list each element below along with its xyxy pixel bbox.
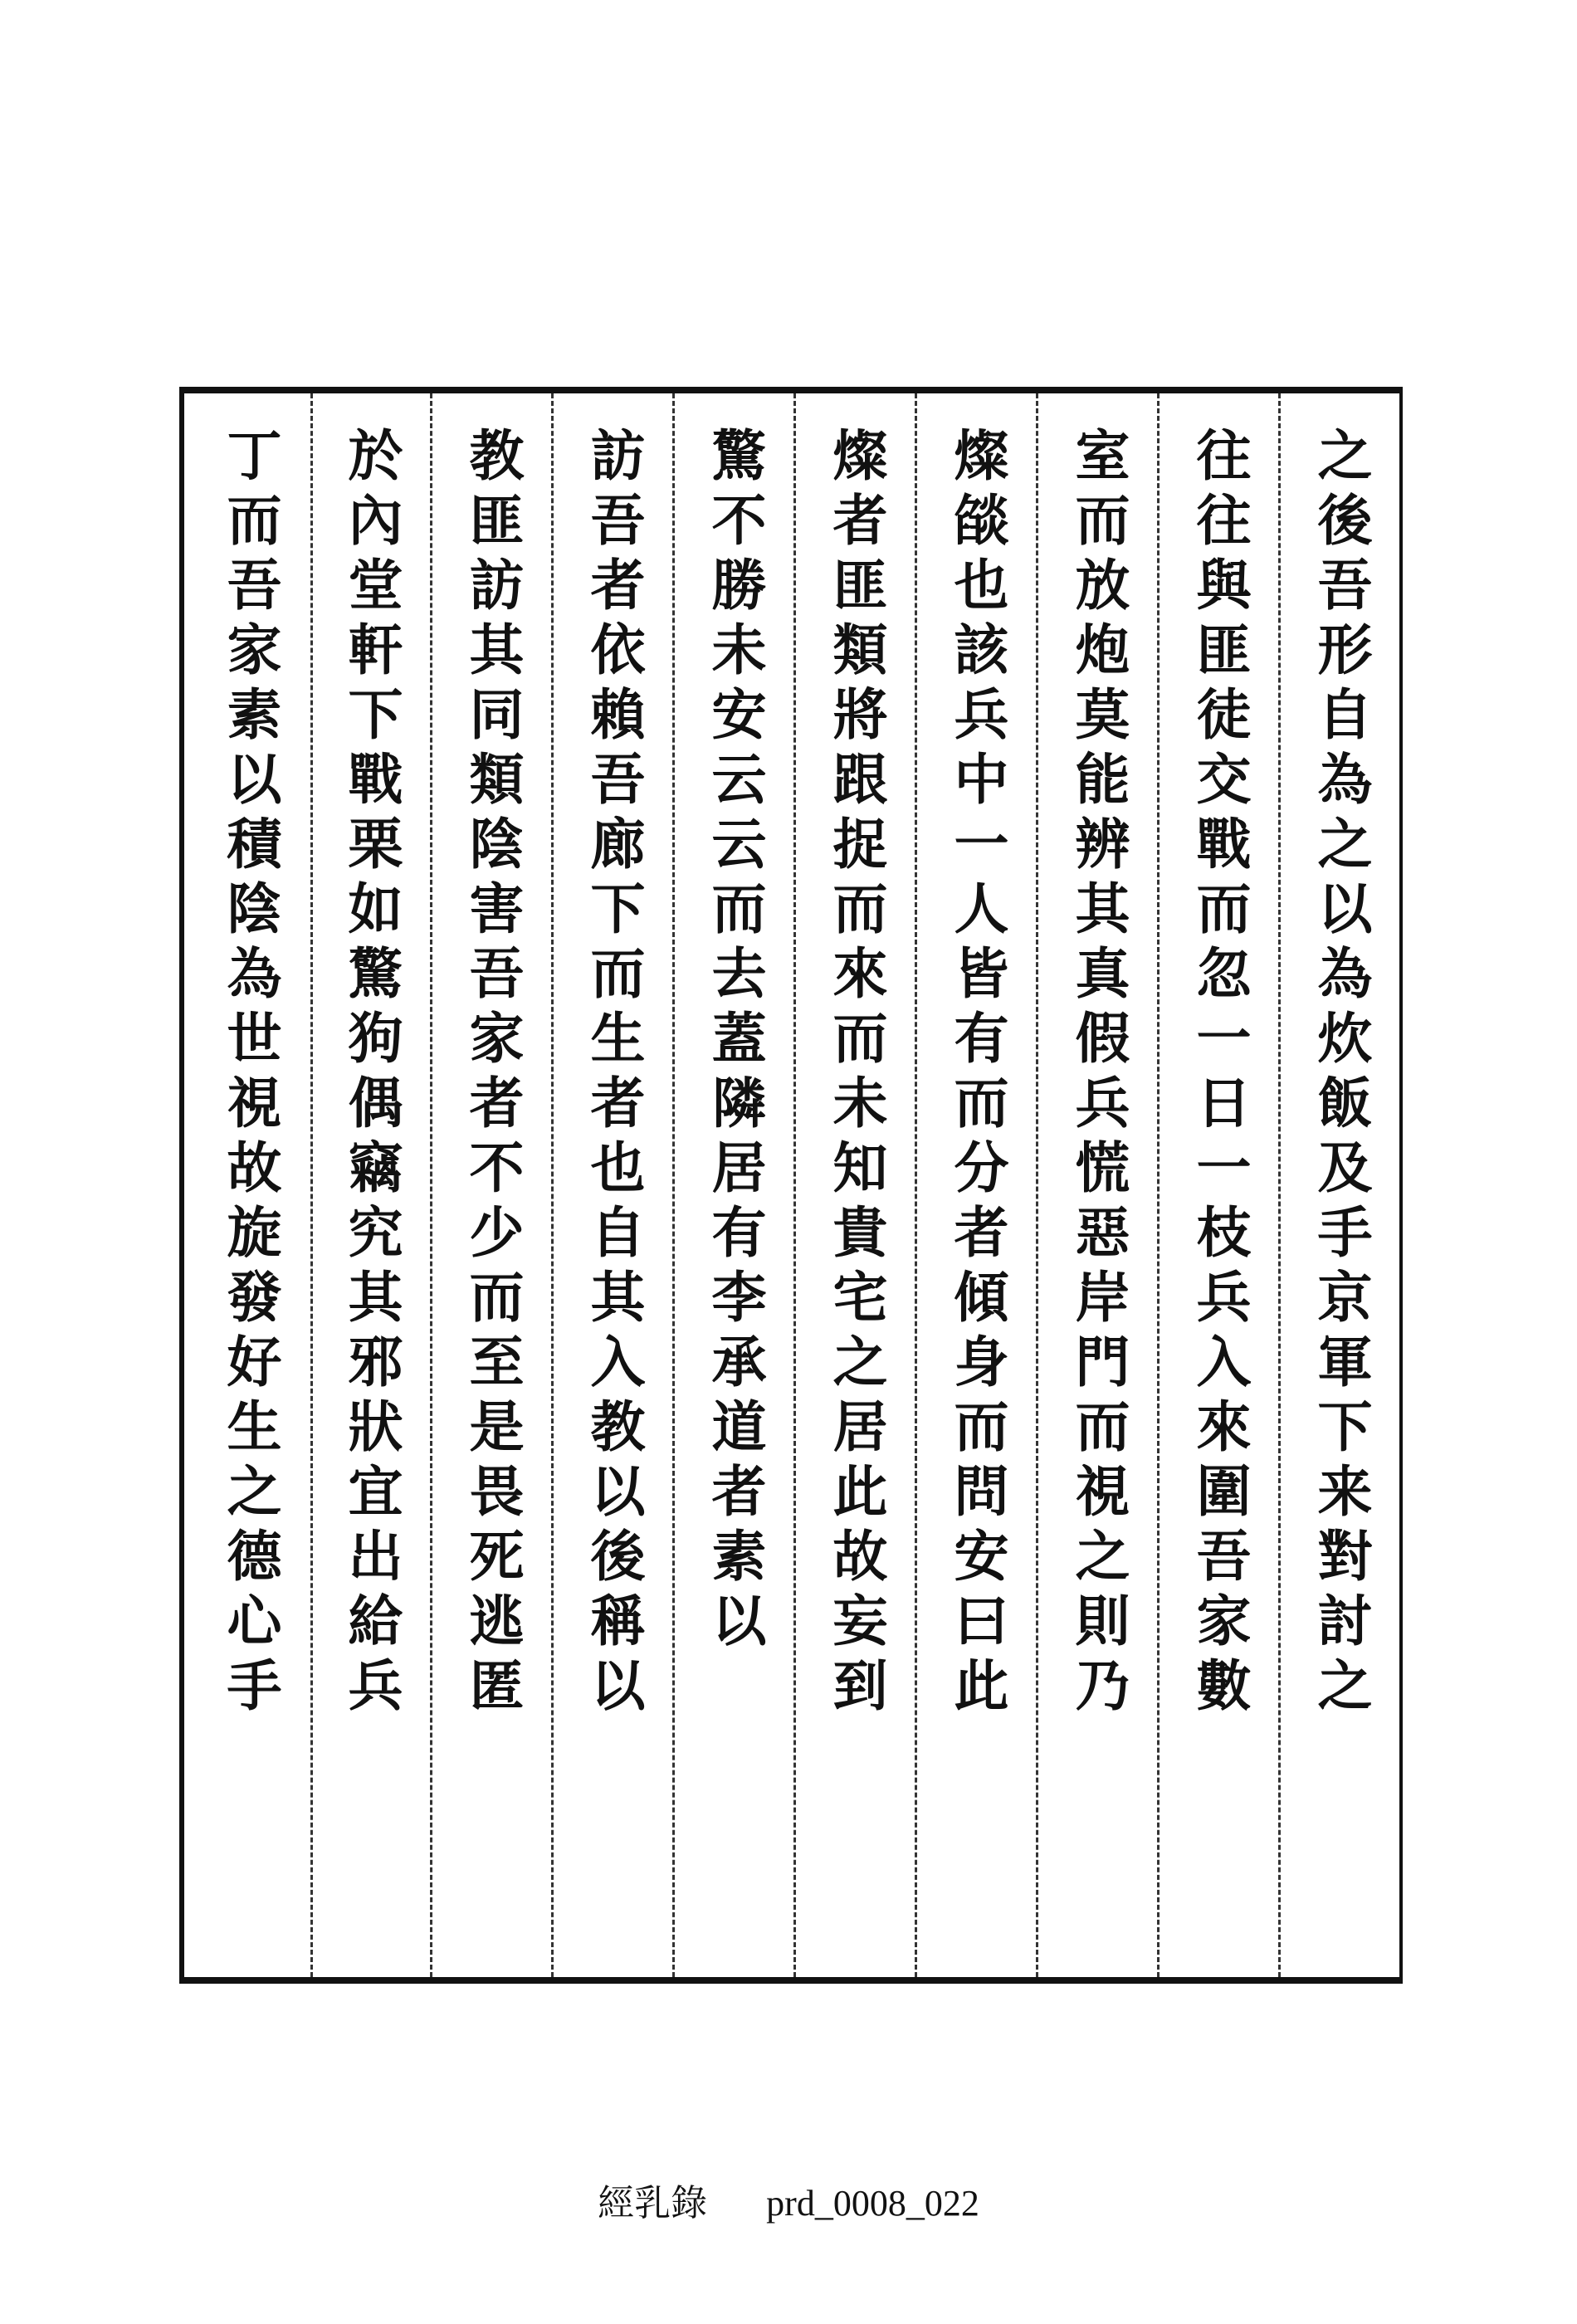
page-caption [0,2173,1577,2226]
page-code: prd_0008_022 [766,2183,979,2224]
column-rule [1278,393,1281,1977]
text-column-9: 於內堂軒下戰栗如驚狗偶竊究其邪狀宜出給兵 [339,427,403,1721]
column-rule [672,393,675,1977]
text-column-8: 教匪訪其同類陰害吾家者不少而至是畏死逃匿 [460,427,525,1721]
column-rule [310,393,313,1977]
text-column-5: 燦者匪類將跟捉而來而未知貴宅之居此故妄到 [823,427,888,1721]
text-block-frame [179,387,1403,1984]
text-column-4: 燦燄也該兵中一人皆有而分者傾身而問安曰此 [945,427,1009,1721]
column-rule [915,393,917,1977]
text-column-6: 驚不勝未安云云而去蓋隣居有李承道者素以 [702,427,767,1657]
text-column-3: 室而放炮莫能辨其真假兵慌惡岸門而視之則乃 [1066,427,1130,1721]
text-column-10: 丁而吾家素以積陰為世視故旋發好生之德心手 [217,427,282,1721]
book-title: 經乳錄 [598,2183,708,2224]
column-rule [793,393,796,1977]
column-rule [1157,393,1160,1977]
column-rule [1036,393,1038,1977]
text-column-7: 訪吾者依賴吾廊下而生者也自其入教以後稱以 [581,427,646,1721]
text-column-2: 往往與匪徒交戰而忽一日一枝兵入來圍吾家數 [1187,427,1252,1721]
column-rule [551,393,554,1977]
column-rule [430,393,432,1977]
text-column-1: 之後吾形自為之以為炊飯及手京軍下来對討之 [1308,427,1373,1721]
